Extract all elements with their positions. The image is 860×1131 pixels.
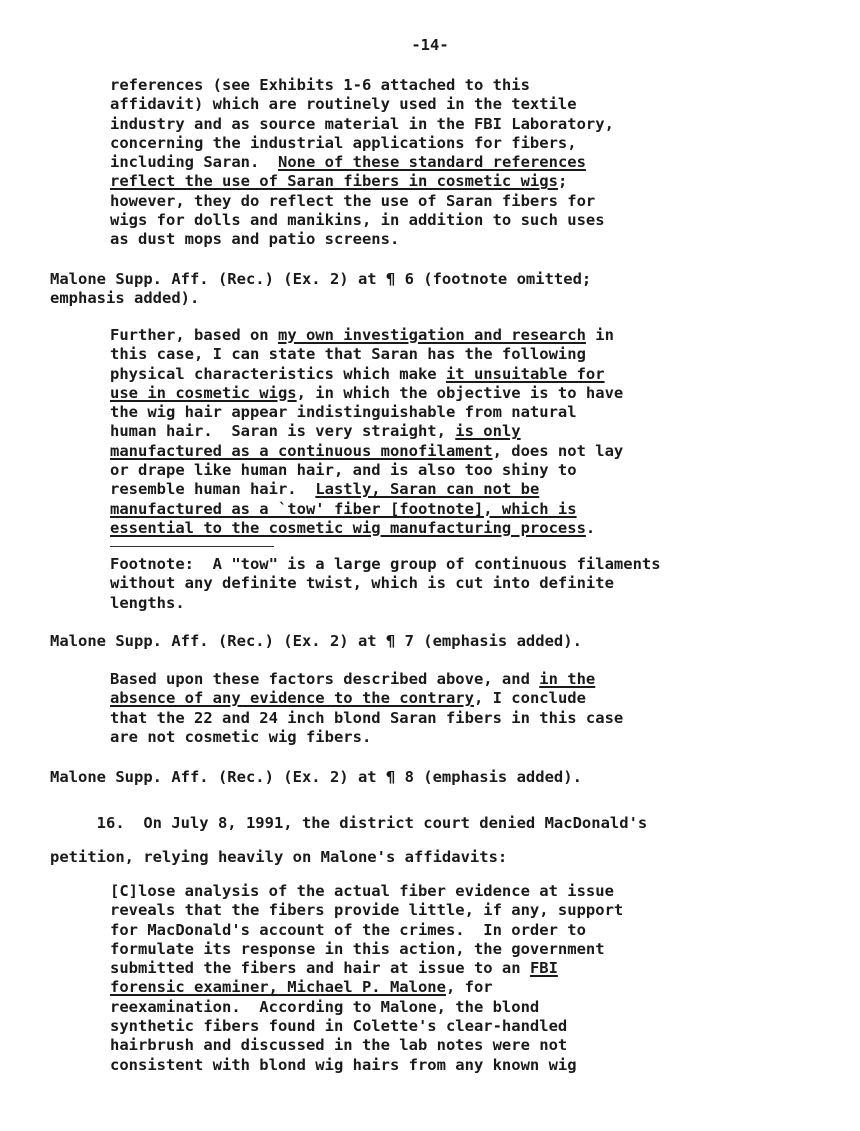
footnote bbox=[110, 555, 661, 613]
block-quote-conclusion bbox=[110, 670, 623, 747]
text-line: without any definite twist, which is cut into definite bbox=[110, 574, 614, 593]
text-line: hairbrush and discussed in the lab notes were not bbox=[110, 1036, 568, 1055]
text-line: , in which the objective is to have bbox=[296, 383, 624, 402]
text-line: emphasis added). bbox=[50, 289, 200, 308]
emphasis-underline: essential to the cosmetic wig manufacturing process bbox=[110, 518, 586, 537]
emphasis-underline: forensic examiner, Michael P. Malone bbox=[110, 978, 446, 997]
text-line: affidavit) which are routinely used in the textile bbox=[110, 95, 577, 114]
page-number: -14- bbox=[411, 36, 449, 54]
footnote-divider bbox=[110, 546, 274, 547]
text-line: Based upon these factors described above, and bbox=[110, 670, 540, 688]
citation-para-7: Malone Supp. Aff. (Rec.) (Ex. 2) at ¶ 7 (emphasis added). bbox=[50, 632, 582, 650]
text-line: Malone Supp. Aff. (Rec.) (Ex. 2) at ¶ 6 (footnote omitted; bbox=[50, 270, 592, 288]
text-line: in bbox=[585, 326, 614, 344]
text-line: , for bbox=[445, 978, 493, 997]
text-line: 16. On July 8, 1991, the district court denied MacDonald's bbox=[50, 814, 648, 832]
block-quote-district-court bbox=[110, 882, 623, 1075]
text-line: consistent with blond wig hairs from any known wig bbox=[110, 1055, 577, 1074]
text-line: physical characteristics which make bbox=[110, 364, 446, 383]
text-line: wigs for dolls and manikins, in addition to such uses bbox=[110, 211, 605, 230]
text-line: submitted the fibers and hair at issue to an bbox=[110, 959, 530, 978]
text-line: lengths. bbox=[110, 593, 185, 612]
block-quote-exhibits bbox=[110, 76, 614, 250]
emphasis-underline: is only bbox=[455, 422, 521, 441]
emphasis-underline: in the bbox=[539, 670, 596, 688]
text-line: reexamination. According to Malone, the blond bbox=[110, 997, 540, 1016]
citation-para-8: Malone Supp. Aff. (Rec.) (Ex. 2) at ¶ 8 (emphasis added). bbox=[50, 768, 582, 786]
emphasis-underline: FBI bbox=[529, 959, 558, 978]
emphasis-underline: reflect the use of Saran fibers in cosmetic wigs bbox=[110, 172, 558, 191]
text-line: the wig hair appear indistinguishable from natural bbox=[110, 403, 577, 422]
text-line: Footnote: A "tow" is a large group of continuous filaments bbox=[110, 555, 661, 573]
emphasis-underline: Lastly, Saran can not be bbox=[315, 480, 540, 499]
paragraph-16 bbox=[50, 806, 647, 874]
text-line: petition, relying heavily on Malone's affidavits: bbox=[50, 848, 508, 866]
emphasis-underline: it unsuitable for bbox=[445, 364, 605, 383]
text-line: , does not lay bbox=[492, 441, 624, 460]
text-line: for MacDonald's account of the crimes. In order to bbox=[110, 920, 586, 939]
block-quote-saran-characteristics bbox=[110, 326, 623, 538]
emphasis-underline: use in cosmetic wigs bbox=[110, 383, 297, 402]
text-line: , I conclude bbox=[473, 689, 586, 708]
text-line: that the 22 and 24 inch blond Saran fibers in this case bbox=[110, 708, 624, 727]
text-line: references (see Exhibits 1-6 attached to this bbox=[110, 76, 530, 94]
emphasis-underline: manufactured as a continuous monofilament bbox=[110, 441, 493, 460]
text-line: . bbox=[585, 518, 596, 537]
text-line: [C]lose analysis of the actual fiber evidence at issue bbox=[110, 882, 614, 900]
text-line: as dust mops and patio screens. bbox=[110, 230, 400, 249]
text-line: formulate its response in this action, the government bbox=[110, 939, 605, 958]
emphasis-underline: my own investigation and research bbox=[277, 326, 586, 344]
text-line: however, they do reflect the use of Saran fibers for bbox=[110, 191, 596, 210]
citation-para-6 bbox=[50, 270, 591, 309]
text-line: resemble human hair. bbox=[110, 480, 316, 499]
text-line: this case, I can state that Saran has the following bbox=[110, 345, 586, 364]
text-line: concerning the industrial applications for fibers, bbox=[110, 133, 577, 152]
text-line: including Saran. bbox=[110, 153, 278, 172]
emphasis-underline: None of these standard references bbox=[277, 153, 586, 172]
text-line: synthetic fibers found in Colette's clear-handled bbox=[110, 1017, 568, 1036]
emphasis-underline: manufactured as a `tow' fiber [footnote], which is bbox=[110, 499, 577, 518]
text-line: are not cosmetic wig fibers. bbox=[110, 727, 372, 746]
text-line: Further, based on bbox=[110, 326, 278, 344]
emphasis-underline: absence of any evidence to the contrary bbox=[110, 689, 474, 708]
text-line: industry and as source material in the FBI Laboratory, bbox=[110, 114, 614, 133]
text-line: or drape like human hair, and is also too shiny to bbox=[110, 461, 577, 480]
text-line: reveals that the fibers provide little, if any, support bbox=[110, 901, 624, 920]
text-line: ; bbox=[557, 172, 568, 191]
text-line: human hair. Saran is very straight, bbox=[110, 422, 456, 441]
